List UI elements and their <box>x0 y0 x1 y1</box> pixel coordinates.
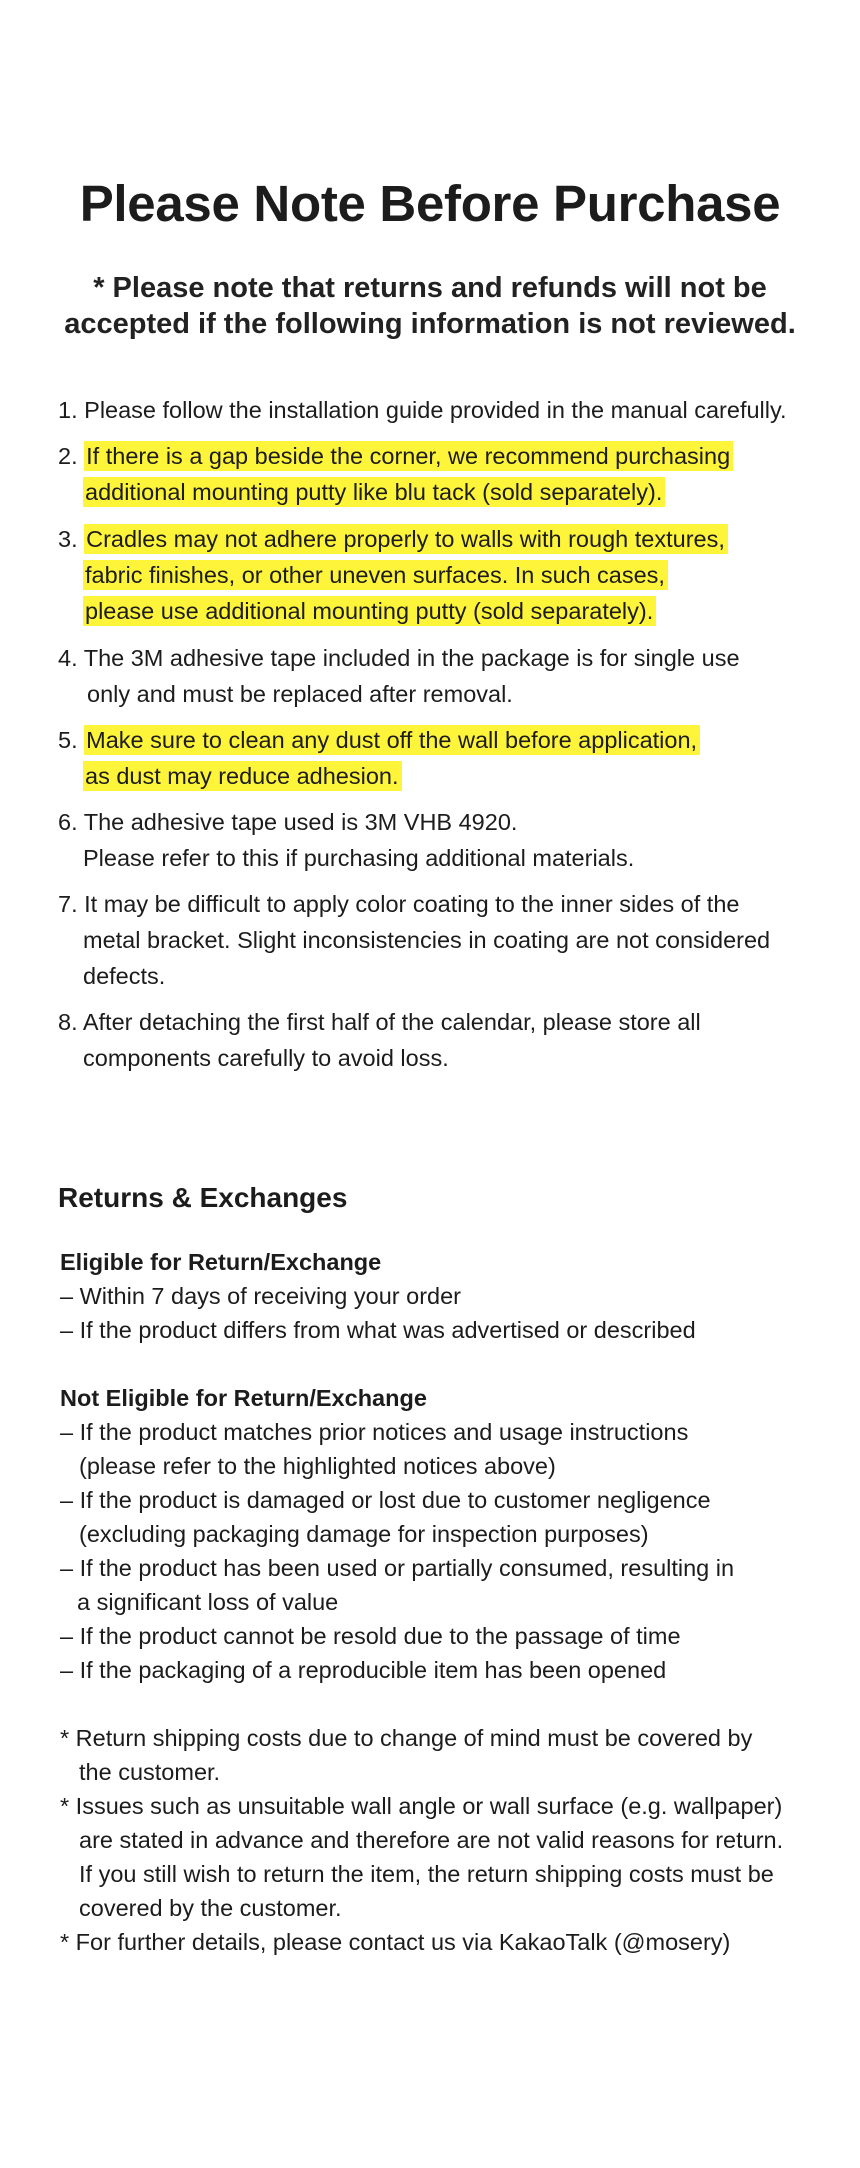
notice-number: 5. <box>58 727 78 753</box>
notice-text: Please follow the installation guide provided in the manual carefully. <box>84 397 787 423</box>
notice-item-6 <box>58 804 838 876</box>
spacer <box>60 1347 840 1381</box>
notice-text: metal bracket. Slight inconsistencies in coating are not considered <box>83 927 771 953</box>
refund-warning-line: * Please note that returns and refunds will not be <box>93 272 767 304</box>
highlighted-text: Make sure to clean any dust off the wall before application, <box>84 725 700 755</box>
notice-number: 2. <box>58 443 78 469</box>
returns-section-title: Returns & Exchanges <box>58 1182 348 1213</box>
highlighted-text: please use additional mounting putty (sold separately). <box>83 596 656 626</box>
footnote: * For further details, please contact us via KakaoTalk (@mosery) <box>60 1929 731 1955</box>
notice-text: It may be difficult to apply color coating to the inner sides of the <box>84 891 740 917</box>
footnote: * Return shipping costs due to change of mind must be covered by <box>60 1725 753 1751</box>
notice-number: 7. <box>58 891 78 917</box>
refund-warning <box>40 270 820 342</box>
notice-text: After detaching the first half of the calendar, please store all <box>82 1009 701 1035</box>
highlighted-text: additional mounting putty like blu tack (sold separately). <box>83 477 665 507</box>
notice-item-3 <box>58 521 838 629</box>
notice-number: 6. <box>58 809 78 835</box>
not-eligible-heading: Not Eligible for Return/Exchange <box>60 1385 427 1411</box>
not-eligible-item: – If the product has been used or partially consumed, resulting in <box>60 1555 735 1581</box>
notice-number: 3. <box>58 526 78 552</box>
eligible-item: – Within 7 days of receiving your order <box>60 1283 461 1309</box>
not-eligible-item-continued: (excluding packaging damage for inspection purposes) <box>79 1521 649 1547</box>
notice-text: The 3M adhesive tape included in the package is for single use <box>83 645 740 671</box>
notice-text: components carefully to avoid loss. <box>83 1045 449 1071</box>
not-eligible-item: – If the product is damaged or lost due to customer negligence <box>60 1487 711 1513</box>
notice-item-5 <box>58 722 838 794</box>
eligible-heading: Eligible for Return/Exchange <box>60 1249 382 1275</box>
footnote: * Issues such as unsuitable wall angle or wall surface (e.g. wallpaper) <box>60 1793 783 1819</box>
notice-text: The adhesive tape used is 3M VHB 4920. <box>83 809 518 835</box>
footnote-continued: the customer. <box>79 1759 221 1785</box>
not-eligible-item: – If the packaging of a reproducible item has been opened <box>60 1657 667 1683</box>
notice-item-1 <box>58 392 838 428</box>
eligible-item: – If the product differs from what was advertised or described <box>60 1317 696 1343</box>
highlighted-text: If there is a gap beside the corner, we recommend purchasing <box>84 441 733 471</box>
notice-item-8 <box>58 1004 838 1076</box>
highlighted-text: fabric finishes, or other uneven surfaces. In such cases, <box>83 560 668 590</box>
page-title: Please Note Before Purchase <box>79 175 781 232</box>
not-eligible-item-continued: (please refer to the highlighted notices above) <box>79 1453 556 1479</box>
notice-item-2 <box>58 438 838 510</box>
notice-text: Please refer to this if purchasing additional materials. <box>83 845 635 871</box>
notice-item-4 <box>58 640 838 712</box>
spacer <box>60 1687 840 1721</box>
highlighted-text: as dust may reduce adhesion. <box>83 761 402 791</box>
notice-number: 8. <box>58 1009 78 1035</box>
notice-text: only and must be replaced after removal. <box>87 681 513 707</box>
highlighted-text: Cradles may not adhere properly to walls with rough textures, <box>84 524 728 554</box>
footnote-continued: If you still wish to return the item, the return shipping costs must be <box>79 1861 774 1887</box>
notice-text: defects. <box>83 963 166 989</box>
not-eligible-item-continued: a significant loss of value <box>77 1589 339 1615</box>
footnote-continued: are stated in advance and therefore are not valid reasons for return. <box>79 1827 784 1853</box>
not-eligible-item: – If the product matches prior notices and usage instructions <box>60 1419 689 1445</box>
refund-warning-line: accepted if the following information is not reviewed. <box>64 308 796 340</box>
notice-item-7 <box>58 886 838 994</box>
not-eligible-item: – If the product cannot be resold due to the passage of time <box>60 1623 681 1649</box>
notice-number: 4. <box>58 645 78 671</box>
notice-number: 1. <box>58 397 78 423</box>
footnote-continued: covered by the customer. <box>79 1895 342 1921</box>
returns-policy <box>60 1245 840 1959</box>
